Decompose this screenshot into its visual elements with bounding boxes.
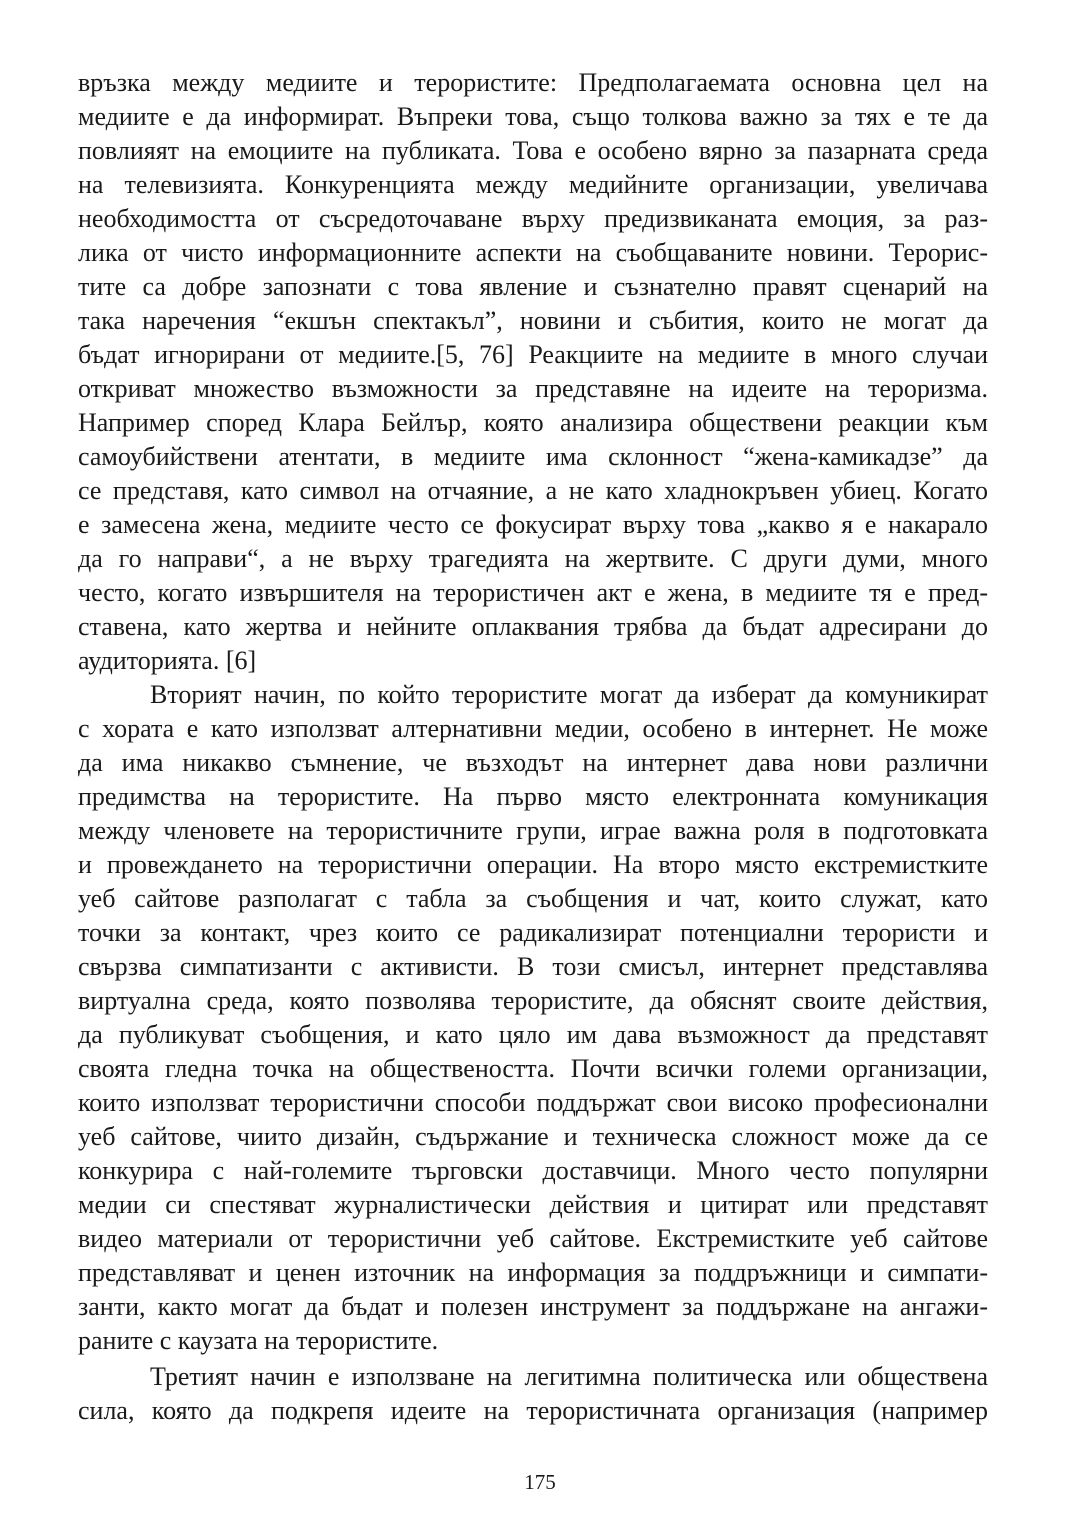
text-line: връзка между медиите и терористите: Предполагаемата основна цел на <box>78 68 988 97</box>
paragraph-first-line: Вторият начин, по който терористите могат да изберат да комуникират <box>150 680 988 709</box>
text-line: свързва симпатизанти с активисти. В този смисъл, интернет представлява <box>78 952 988 981</box>
text-line: конкурира с най-големите търговски доставчици. Много често популярни <box>78 1156 988 1185</box>
text-line: предимства на терористите. На първо място електронната комуникация <box>78 782 988 811</box>
text-line: необходимостта от съсредоточаване върху предизвиканата емоция, за раз- <box>78 204 988 233</box>
text-line: да публикуват съобщения, и като цяло им дава възможност да представят <box>78 1020 988 1049</box>
body-text <box>78 66 988 1428</box>
text-line: да има никакво съмнение, че възходът на интернет дава нови различни <box>78 748 988 777</box>
text-line: раните с каузата на терористите. <box>78 1326 439 1355</box>
text-line: уеб сайтове разполагат с табла за съобщения и чат, които служат, като <box>78 884 988 913</box>
text-line: повлияят на емоциите на публиката. Това е особено вярно за пазарната среда <box>78 136 988 165</box>
text-line: на телевизията. Конкуренцията между медийните организации, увеличава <box>78 170 988 199</box>
text-line: виртуална среда, която позволява терористите, да обяснят своите действия, <box>78 986 988 1015</box>
text-line: представляват и ценен източник на информация за поддръжници и симпати- <box>78 1258 988 1287</box>
page-number: 175 <box>524 1470 556 1494</box>
text-line: точки за контакт, чрез които се радикализират потенциални терористи и <box>78 918 988 947</box>
text-line: е замесена жена, медиите често се фокусират върху това „какво я е накарало <box>78 510 988 539</box>
text-line: да го направи“, а не върху трагедията на жертвите. С други думи, много <box>78 544 988 573</box>
text-line: се представя, като символ на отчаяние, а не като хладнокръвен убиец. Когато <box>78 476 988 505</box>
text-line: тите са добре запознати с това явление и съзнателно правят сценарий на <box>78 272 988 301</box>
text-line: с хората е като използват алтернативни медии, особено в интернет. Не може <box>78 714 988 743</box>
text-line: откриват множество възможности за представяне на идеите на тероризма. <box>78 374 988 403</box>
text-line: занти, както могат да бъдат и полезен инструмент за поддържане на ангажи- <box>78 1292 988 1321</box>
text-line: така наречения “екшън спектакъл”, новини и събития, които не могат да <box>78 306 988 335</box>
text-line: самоубийствени атентати, в медиите има склонност “жена-камикадзе” да <box>78 442 988 471</box>
paragraph-first-line: Третият начин е използване на легитимна политическа или обществена <box>150 1362 988 1391</box>
text-line: между членовете на терористичните групи, играе важна роля в подготовката <box>78 816 988 845</box>
text-line: ставена, като жертва и нейните оплаквания трябва да бъдат адресирани до <box>78 612 988 641</box>
text-line: уеб сайтове, чиито дизайн, съдържание и техническа сложност може да се <box>78 1122 988 1151</box>
text-line: аудиторията. [6] <box>78 646 257 675</box>
text-line: Например според Клара Бейлър, която анализира обществени реакции към <box>78 408 988 437</box>
text-line: своята гледна точка на обществеността. Почти всички големи организации, <box>78 1054 988 1083</box>
text-line: медии си спестяват журналистически действия и цитират или представят <box>78 1190 988 1219</box>
text-line: медиите е да информират. Въпреки това, също толкова важно за тях е те да <box>78 102 988 131</box>
text-line: често, когато извършителя на терористичен акт е жена, в медиите тя е пред- <box>78 578 988 607</box>
text-line: и провеждането на терористични операции. На второ място екстремистките <box>78 850 988 879</box>
text-line: които използват терористични способи поддържат свои високо професионални <box>78 1088 988 1117</box>
text-line: сила, която да подкрепя идеите на терористичната организация (например <box>78 1396 988 1425</box>
text-line: видео материали от терористични уеб сайтове. Екстремистките уеб сайтове <box>78 1224 988 1253</box>
text-line: лика от чисто информационните аспекти на съобщаваните новини. Терорис- <box>78 238 988 267</box>
text-line: бъдат игнорирани от медиите.[5, 76] Реакциите на медиите в много случаи <box>78 340 988 369</box>
